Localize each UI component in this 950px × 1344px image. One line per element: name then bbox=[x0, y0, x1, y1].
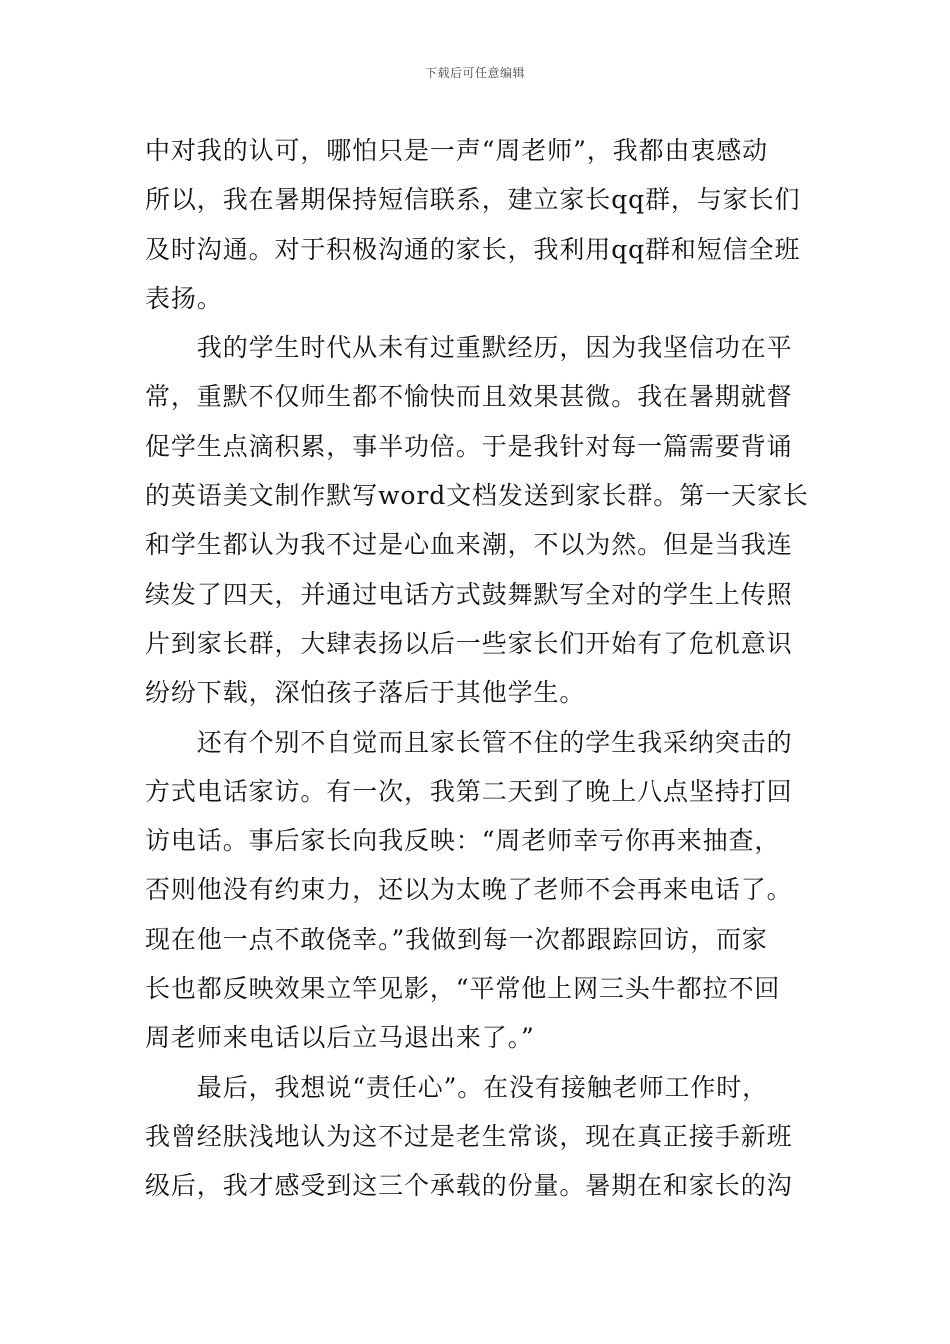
text-line: 纷纷下载，深怕孩子落后于其他学生。 bbox=[145, 678, 586, 708]
text-line: 促学生点滴积累，事半功倍。于是我针对每一篇需要背诵 bbox=[145, 431, 793, 461]
text-line: 片到家长群，大肆表扬以后一些家长们开始有了危机意识 bbox=[145, 628, 793, 658]
text-line: 最后，我想说“责任心”。在没有接触老师工作时， bbox=[145, 1072, 769, 1102]
text-line: 否则他没有约束力，还以为太晚了老师不会再来电话了。 bbox=[145, 875, 793, 905]
text-line: 中对我的认可，哪怕只是一声“周老师”，我都由衷感动 bbox=[145, 136, 769, 165]
text-line: 和学生都认为我不过是心血来潮，不以为然。但是当我连 bbox=[145, 530, 793, 560]
document-body bbox=[145, 126, 815, 1211]
text-line: 长也都反映效果立竿见影，“平常他上网三头牛都拉不回 bbox=[145, 974, 781, 1004]
text-line: 表扬。 bbox=[145, 283, 223, 313]
text-line: 访电话。事后家长向我反映：“周老师幸亏你再来抽查， bbox=[145, 826, 781, 856]
text-line: 及时沟通。对于积极沟通的家长，我利用qq群和短信全班 bbox=[145, 234, 801, 264]
text-line: 的英语美文制作默写word文档发送到家长群。第一天家长 bbox=[145, 481, 809, 511]
text-line: 我曾经肤浅地认为这不过是老生常谈，现在真正接手新班 bbox=[145, 1121, 793, 1151]
text-line: 级后，我才感受到这三个承载的份量。暑期在和家长的沟 bbox=[145, 1171, 793, 1201]
text-line: 还有个别不自觉而且家长管不住的学生我采纳突击的 bbox=[145, 727, 793, 757]
text-line: 常，重默不仅师生都不愉快而且效果甚微。我在暑期就督 bbox=[145, 382, 793, 412]
text-line: 我的学生时代从未有过重默经历，因为我坚信功在平 bbox=[145, 333, 793, 363]
page-header: 下载后可任意编辑 bbox=[424, 66, 525, 80]
text-line: 现在他一点不敢侥幸。”我做到每一次都跟踪回访，而家 bbox=[145, 924, 768, 954]
text-line: 方式电话家访。有一次，我第二天到了晚上八点坚持打回 bbox=[145, 776, 793, 806]
text-line: 续发了四天，并通过电话方式鼓舞默写全对的学生上传照 bbox=[145, 579, 793, 609]
text-line: 周老师来电话以后立马退出来了。” bbox=[145, 1023, 535, 1053]
text-line: 所以，我在暑期保持短信联系，建立家长qq群，与家长们 bbox=[145, 185, 801, 215]
